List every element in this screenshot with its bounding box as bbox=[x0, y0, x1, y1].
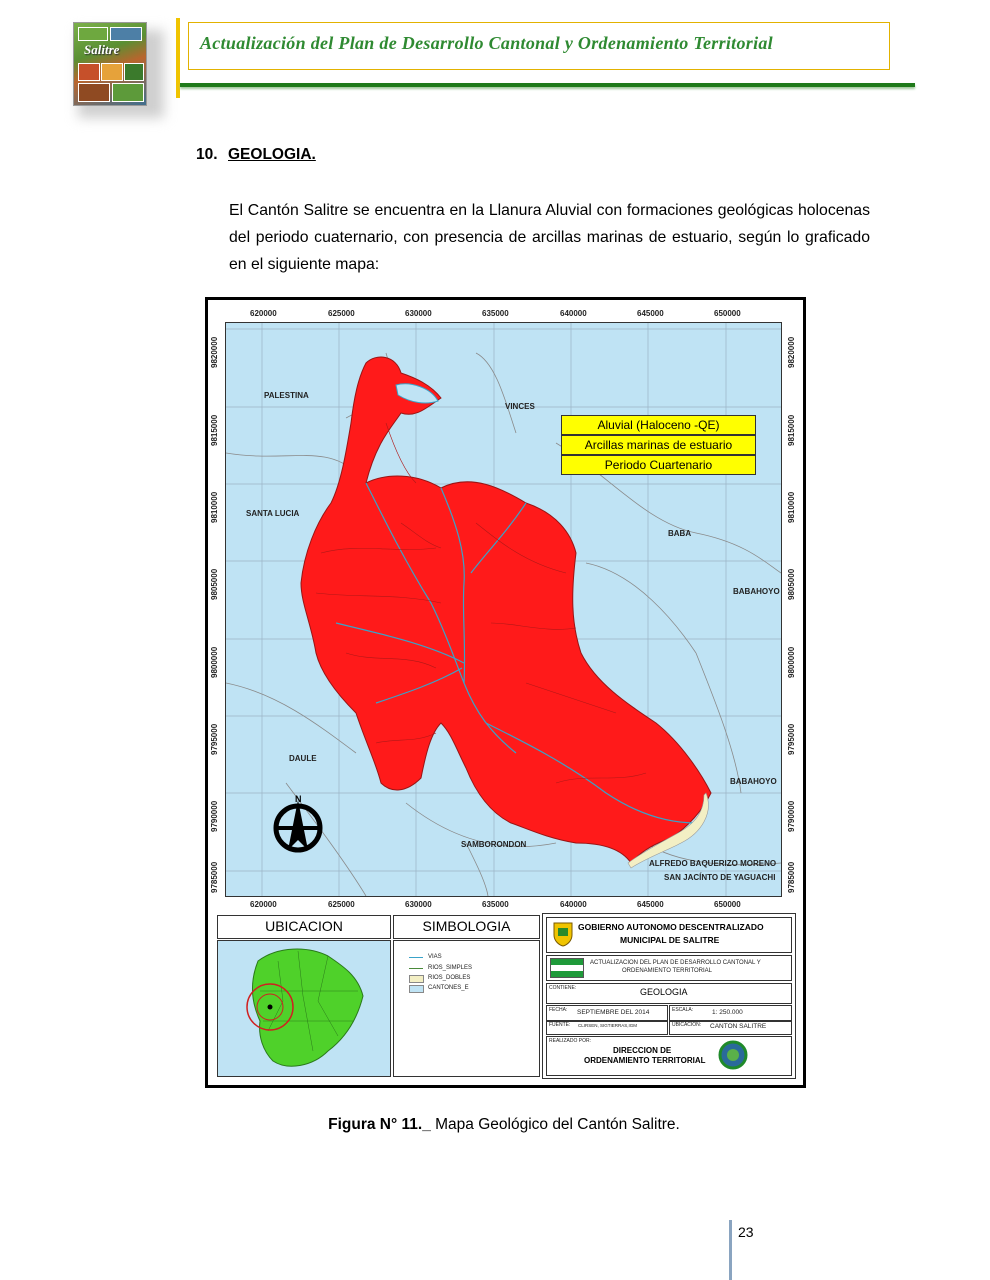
y-coord-left: 9785000 bbox=[210, 861, 219, 893]
ubicacion-title: UBICACION bbox=[265, 918, 343, 934]
header-rule bbox=[180, 83, 915, 87]
x-coord-bottom: 640000 bbox=[560, 900, 587, 909]
simbologia-panel bbox=[393, 940, 540, 1077]
x-coord-bottom: 645000 bbox=[637, 900, 664, 909]
department-logo-icon bbox=[718, 1040, 748, 1070]
x-coord-top: 630000 bbox=[405, 309, 432, 318]
x-coord-top: 645000 bbox=[637, 309, 664, 318]
y-coord-left: 9820000 bbox=[210, 336, 219, 368]
logo-text: Salitre bbox=[84, 42, 120, 57]
salitre-logo bbox=[73, 22, 147, 106]
y-coord-right: 9795000 bbox=[787, 723, 796, 755]
simbologia-title: SIMBOLOGIA bbox=[422, 918, 511, 934]
y-coord-left: 9790000 bbox=[210, 800, 219, 832]
x-coord-top: 640000 bbox=[560, 309, 587, 318]
x-coord-top: 650000 bbox=[714, 309, 741, 318]
legend-swatch-dobles bbox=[409, 975, 424, 983]
place-label: DAULE bbox=[289, 754, 317, 763]
y-coord-right: 9810000 bbox=[787, 491, 796, 523]
escala-value: 1: 250.000 bbox=[712, 1009, 743, 1016]
legend-geology-3: Periodo Cuartenario bbox=[561, 455, 756, 475]
legend-item: RIOS_DOBLES bbox=[428, 975, 471, 981]
place-label: SAMBORONDON bbox=[461, 840, 527, 849]
ecuador-inset-map bbox=[218, 941, 390, 1076]
svg-text:N: N bbox=[295, 794, 302, 804]
institution-name: GOBIERNO AUTONOMO DESCENTRALIZADO bbox=[578, 922, 764, 932]
legend-line-vias bbox=[409, 957, 423, 958]
realizado-line-2: ORDENAMIENTO TERRITORIAL bbox=[584, 1056, 706, 1065]
y-coord-left: 9795000 bbox=[210, 723, 219, 755]
section-paragraph: El Cantón Salitre se encuentra en la Llanura Aluvial con formaciones geológicas holocenas del periodo cuaternario, con presencia de arcillas marinas de estuario, según lo graficado en el siguiente mapa: bbox=[229, 202, 870, 273]
x-coord-top: 635000 bbox=[482, 309, 509, 318]
ubicacion-map bbox=[217, 940, 391, 1077]
logo-tile bbox=[78, 27, 108, 41]
project-line-1: ACTUALIZACION DEL PLAN DE DESARROLLO CANTONAL Y bbox=[590, 960, 761, 966]
x-coord-top: 625000 bbox=[328, 309, 355, 318]
place-label: BABAHOYO bbox=[733, 587, 780, 596]
contiene-value: GEOLOGIA bbox=[640, 987, 688, 997]
realizado-label: REALIZADO POR: bbox=[549, 1038, 591, 1044]
logo-tile bbox=[78, 63, 100, 81]
x-coord-bottom: 625000 bbox=[328, 900, 355, 909]
place-label: BABA bbox=[668, 529, 692, 538]
legend-line-rios bbox=[409, 968, 423, 969]
y-coord-left: 9805000 bbox=[210, 568, 219, 600]
project-line-2: ORDENAMIENTO TERRITORIAL bbox=[622, 968, 713, 974]
logo-tile bbox=[78, 83, 110, 102]
y-coord-right: 9785000 bbox=[787, 861, 796, 893]
north-arrow-icon bbox=[266, 792, 330, 858]
realizado-line-1: DIRECCION DE bbox=[613, 1046, 672, 1055]
logo-tile bbox=[110, 27, 142, 41]
municipality-name: MUNICIPAL DE SALITRE bbox=[620, 935, 720, 945]
municipal-shield-icon bbox=[552, 921, 574, 947]
fecha-value: SEPTIEMBRE DEL 2014 bbox=[577, 1009, 650, 1016]
salitre-flag-icon bbox=[550, 958, 584, 978]
place-label: PALESTINA bbox=[264, 391, 309, 400]
place-label: BABAHOYO bbox=[730, 777, 777, 786]
x-coord-bottom: 630000 bbox=[405, 900, 432, 909]
place-label: SAN JACÍNTO DE YAGUACHI bbox=[664, 873, 776, 882]
section-title: GEOLOGIA. bbox=[228, 146, 316, 163]
x-coord-top: 620000 bbox=[250, 309, 277, 318]
fecha-label: FECHA: bbox=[549, 1007, 568, 1013]
y-coord-left: 9815000 bbox=[210, 414, 219, 446]
figure-caption bbox=[0, 1116, 990, 1134]
y-coord-right: 9800000 bbox=[787, 646, 796, 678]
section-number: 10. bbox=[196, 146, 218, 163]
y-coord-right: 9820000 bbox=[787, 336, 796, 368]
x-coord-bottom: 650000 bbox=[714, 900, 741, 909]
ubicacion-value: CANTON SALITRE bbox=[710, 1023, 767, 1030]
legend-item: RIOS_SIMPLES bbox=[428, 965, 473, 971]
place-label: SANTA LUCIA bbox=[246, 509, 300, 518]
legend-geology-2: Arcillas marinas de estuario bbox=[561, 435, 756, 455]
legend-item: VIAS bbox=[428, 954, 442, 960]
y-coord-right: 9805000 bbox=[787, 568, 796, 600]
logo-tile bbox=[101, 63, 123, 81]
caption-label: Figura N° 11._ bbox=[328, 1116, 431, 1133]
legend-item: CANTONES_E bbox=[428, 985, 469, 991]
legend-swatch-cantones bbox=[409, 985, 424, 993]
fuente-label: FUENTE: bbox=[549, 1022, 571, 1028]
x-coord-bottom: 620000 bbox=[250, 900, 277, 909]
caption-text: Mapa Geológico del Cantón Salitre. bbox=[430, 1116, 680, 1133]
logo-tile bbox=[112, 83, 144, 102]
x-coord-bottom: 635000 bbox=[482, 900, 509, 909]
y-coord-right: 9815000 bbox=[787, 414, 796, 446]
contiene-label: CONTIENE: bbox=[549, 985, 577, 991]
page-number: 23 bbox=[738, 1224, 754, 1240]
y-coord-right: 9790000 bbox=[787, 800, 796, 832]
place-label: ALFREDO BAQUERIZO MORENO bbox=[649, 859, 777, 868]
fuente-value: CLIRSEN, SIGTIERRAS,IGM bbox=[578, 1023, 638, 1028]
y-coord-left: 9800000 bbox=[210, 646, 219, 678]
escala-label: ESCALA: bbox=[672, 1007, 694, 1013]
place-label: VINCES bbox=[505, 402, 535, 411]
ubicacion-label: UBICACION: bbox=[672, 1022, 702, 1028]
header-title: Actualización del Plan de Desarrollo Cantonal y Ordenamiento Territorial bbox=[200, 33, 773, 53]
footer-rule bbox=[729, 1220, 732, 1280]
y-coord-left: 9810000 bbox=[210, 491, 219, 523]
legend-geology-1: Aluvial (Haloceno -QE) bbox=[561, 415, 756, 435]
logo-tile bbox=[124, 63, 144, 81]
